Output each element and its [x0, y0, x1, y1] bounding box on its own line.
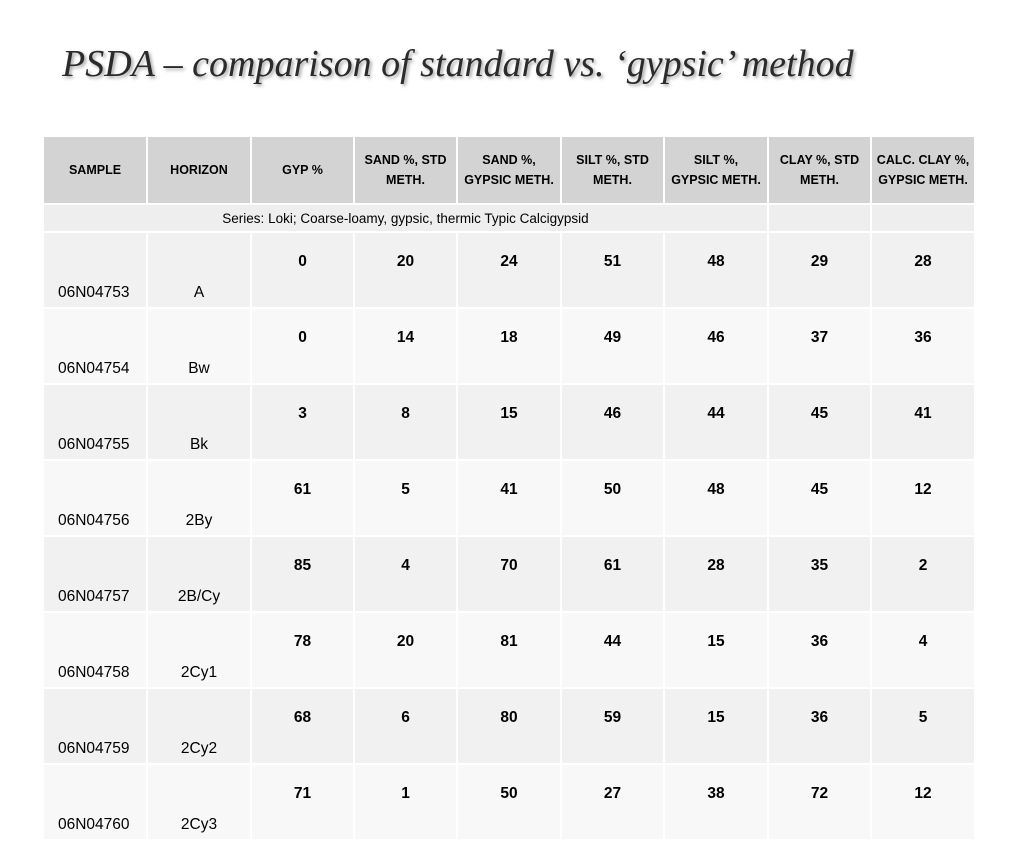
header-row: [43, 136, 975, 204]
series-label: Series: Loki; Coarse-loamy, gypsic, thermic Typic Calcigypsid: [43, 204, 768, 232]
slide-title: PSDA – comparison of standard vs. ‘gypsic’ method: [62, 43, 854, 85]
cell-calc-clay-gypsic: 2: [871, 536, 975, 612]
table-body: [43, 204, 975, 840]
cell-sample: 06N04757: [43, 536, 147, 612]
cell-horizon: 2B/Cy: [147, 536, 251, 612]
cell-sand-std: 6: [354, 688, 457, 764]
cell-silt-gypsic: 15: [664, 688, 768, 764]
cell-sand-std: 5: [354, 460, 457, 536]
header-sand-gypsic: SAND %, GYPSIC METH.: [457, 136, 561, 204]
cell-gyp: 3: [251, 384, 354, 460]
comparison-table-container: [42, 135, 974, 841]
cell-calc-clay-gypsic: 28: [871, 232, 975, 308]
cell-sand-gypsic: 50: [457, 764, 561, 840]
comparison-table: [42, 135, 976, 841]
cell-sand-std: 4: [354, 536, 457, 612]
cell-silt-gypsic: 44: [664, 384, 768, 460]
cell-gyp: 0: [251, 232, 354, 308]
cell-horizon: 2By: [147, 460, 251, 536]
cell-clay-std: 72: [768, 764, 871, 840]
cell-clay-std: 35: [768, 536, 871, 612]
cell-silt-std: 50: [561, 460, 664, 536]
cell-sand-std: 14: [354, 308, 457, 384]
header-calc-clay-gypsic: CALC. CLAY %, GYPSIC METH.: [871, 136, 975, 204]
table-row: [43, 232, 975, 308]
cell-horizon: 2Cy1: [147, 612, 251, 688]
cell-sand-std: 8: [354, 384, 457, 460]
table-row: [43, 536, 975, 612]
cell-calc-clay-gypsic: 36: [871, 308, 975, 384]
table-row: [43, 688, 975, 764]
cell-sample: 06N04759: [43, 688, 147, 764]
cell-gyp: 78: [251, 612, 354, 688]
cell-calc-clay-gypsic: 5: [871, 688, 975, 764]
cell-horizon: Bw: [147, 308, 251, 384]
cell-calc-clay-gypsic: 41: [871, 384, 975, 460]
cell-sample: 06N04758: [43, 612, 147, 688]
cell-calc-clay-gypsic: 4: [871, 612, 975, 688]
cell-clay-std: 29: [768, 232, 871, 308]
cell-gyp: 68: [251, 688, 354, 764]
cell-silt-gypsic: 48: [664, 232, 768, 308]
cell-gyp: 61: [251, 460, 354, 536]
cell-sand-gypsic: 15: [457, 384, 561, 460]
cell-calc-clay-gypsic: 12: [871, 460, 975, 536]
cell-sand-gypsic: 41: [457, 460, 561, 536]
cell-horizon: 2Cy3: [147, 764, 251, 840]
header-sand-std: SAND %, STD METH.: [354, 136, 457, 204]
cell-silt-std: 49: [561, 308, 664, 384]
cell-sand-gypsic: 18: [457, 308, 561, 384]
cell-silt-std: 46: [561, 384, 664, 460]
cell-silt-gypsic: 38: [664, 764, 768, 840]
cell-sand-gypsic: 81: [457, 612, 561, 688]
cell-silt-gypsic: 46: [664, 308, 768, 384]
cell-sand-std: 20: [354, 612, 457, 688]
series-row: [43, 204, 975, 232]
header-silt-std: SILT %, STD METH.: [561, 136, 664, 204]
cell-gyp: 85: [251, 536, 354, 612]
cell-sand-std: 20: [354, 232, 457, 308]
cell-silt-std: 59: [561, 688, 664, 764]
series-empty-cell: [871, 204, 975, 232]
cell-sample: 06N04756: [43, 460, 147, 536]
header-silt-gypsic: SILT %, GYPSIC METH.: [664, 136, 768, 204]
cell-silt-gypsic: 15: [664, 612, 768, 688]
cell-clay-std: 36: [768, 688, 871, 764]
cell-calc-clay-gypsic: 12: [871, 764, 975, 840]
header-gyp: GYP %: [251, 136, 354, 204]
cell-sand-gypsic: 70: [457, 536, 561, 612]
cell-gyp: 71: [251, 764, 354, 840]
header-sample: SAMPLE: [43, 136, 147, 204]
cell-horizon: 2Cy2: [147, 688, 251, 764]
cell-sample: 06N04754: [43, 308, 147, 384]
cell-gyp: 0: [251, 308, 354, 384]
cell-sand-gypsic: 24: [457, 232, 561, 308]
cell-clay-std: 45: [768, 460, 871, 536]
cell-clay-std: 37: [768, 308, 871, 384]
cell-horizon: A: [147, 232, 251, 308]
header-horizon: HORIZON: [147, 136, 251, 204]
table-row: [43, 764, 975, 840]
cell-silt-std: 51: [561, 232, 664, 308]
cell-sample: 06N04755: [43, 384, 147, 460]
table-row: [43, 612, 975, 688]
table-row: [43, 460, 975, 536]
cell-silt-std: 61: [561, 536, 664, 612]
cell-silt-std: 44: [561, 612, 664, 688]
cell-sample: 06N04753: [43, 232, 147, 308]
series-empty-cell: [768, 204, 871, 232]
table-row: [43, 308, 975, 384]
cell-sand-std: 1: [354, 764, 457, 840]
cell-horizon: Bk: [147, 384, 251, 460]
cell-silt-std: 27: [561, 764, 664, 840]
table-row: [43, 384, 975, 460]
cell-silt-gypsic: 28: [664, 536, 768, 612]
header-clay-std: CLAY %, STD METH.: [768, 136, 871, 204]
cell-sand-gypsic: 80: [457, 688, 561, 764]
cell-clay-std: 45: [768, 384, 871, 460]
cell-silt-gypsic: 48: [664, 460, 768, 536]
cell-sample: 06N04760: [43, 764, 147, 840]
cell-clay-std: 36: [768, 612, 871, 688]
